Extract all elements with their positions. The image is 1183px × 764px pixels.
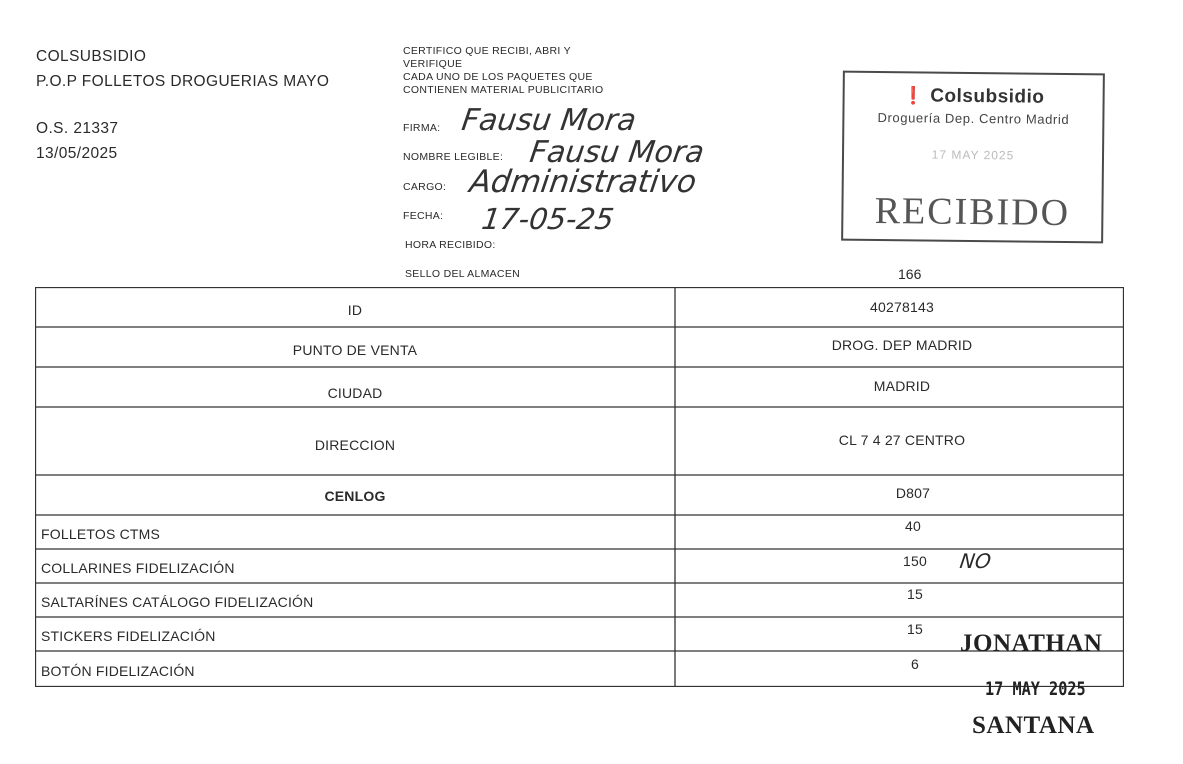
nombre-label: NOMBRE LEGIBLE: — [403, 151, 504, 163]
cert-line: CERTIFICO QUE RECIBI, ABRI Y — [403, 45, 571, 57]
cargo-label: CARGO: — [403, 181, 447, 193]
row-label-punto: PUNTO DE VENTA — [292, 342, 418, 358]
signature-first-name: JONATHAN — [960, 630, 1103, 657]
signature-date: 17 MAY 2025 — [985, 678, 1086, 700]
row-label-id: ID — [347, 302, 363, 318]
cert-line: VERIFIQUE — [403, 58, 463, 70]
row-value-cenlog: D807 — [895, 485, 931, 501]
campaign-title: P.O.P FOLLETOS DROGUERIAS MAYO — [36, 73, 330, 90]
stamp-store: Droguería Dep. Centro Madrid — [877, 109, 1070, 128]
delivery-table — [35, 287, 1124, 687]
row-label-ciudad: CIUDAD — [327, 385, 383, 401]
fecha-label: FECHA: — [403, 210, 444, 222]
header-block — [36, 44, 329, 166]
sello-number: 166 — [898, 266, 922, 282]
header-date: 13/05/2025 — [36, 145, 118, 162]
colsubsidio-logo-icon: ❗ — [902, 86, 925, 106]
row-value-stickers: 15 — [907, 621, 923, 637]
row-label-saltarines: SALTARÍNES CATÁLOGO FIDELIZACIÓN — [41, 594, 314, 610]
row-label-cenlog: CENLOG — [324, 488, 386, 504]
stamp-date: 17 MAY 2025 — [931, 147, 1015, 163]
cert-line: CADA UNO DE LOS PAQUETES QUE — [403, 71, 593, 83]
certification-text — [403, 45, 603, 97]
row-label-collarines: COLLARINES FIDELIZACIÓN — [41, 560, 235, 576]
row-value-folletos: 40 — [905, 518, 921, 534]
signature-last-name: SANTANA — [972, 712, 1095, 739]
order-number: O.S. 21337 — [36, 120, 119, 137]
nombre-handwriting: Fausu Mora — [527, 135, 707, 170]
row-label-boton: BOTÓN FIDELIZACIÓN — [41, 663, 195, 679]
row-value-direccion: CL 7 4 27 CENTRO — [838, 432, 966, 448]
cargo-handwriting: Administrativo — [467, 164, 699, 200]
hora-label: HORA RECIBIDO: — [405, 239, 496, 251]
firma-label: FIRMA: — [403, 122, 441, 134]
row-value-punto: DROG. DEP MADRID — [831, 337, 973, 353]
stamp-brand: ❗ Colsubsidio — [902, 85, 1045, 108]
row-value-id: 40278143 — [870, 299, 934, 315]
row-value-collarines: 150 — [903, 553, 927, 569]
firma-handwriting: Fausu Mora — [459, 103, 639, 138]
cert-line: CONTIENEN MATERIAL PUBLICITARIO — [403, 84, 604, 96]
fecha-handwriting: 17-05-25 — [479, 202, 617, 236]
row-value-saltarines: 15 — [907, 586, 923, 602]
row-value-boton: 6 — [911, 656, 919, 672]
row-label-direccion: DIRECCION — [314, 437, 396, 453]
row-value-ciudad: MADRID — [873, 378, 931, 394]
row-label-folletos: FOLLETOS CTMS — [41, 526, 161, 542]
collarines-note: NO — [958, 549, 993, 573]
received-stamp — [841, 71, 1105, 244]
stamp-status: RECIBIDO — [874, 189, 1071, 235]
sello-label: SELLO DEL ALMACEN — [405, 268, 521, 280]
company-name: COLSUBSIDIO — [36, 48, 147, 65]
row-label-stickers: STICKERS FIDELIZACIÓN — [41, 628, 216, 644]
